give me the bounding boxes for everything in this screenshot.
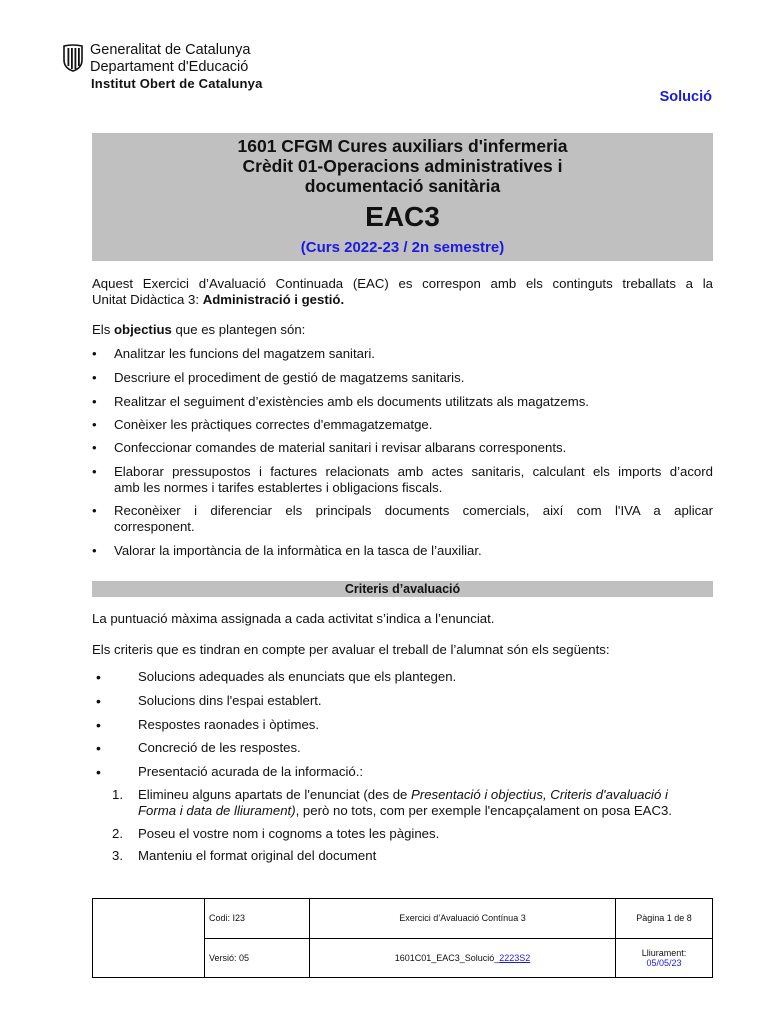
bullet: •: [96, 669, 101, 685]
footer-empty-cell: [93, 899, 205, 978]
footer-exercise: Exercici d’Avaluació Contínua 3: [310, 899, 616, 939]
footer-delivery: Lliurament: 05/05/23: [616, 938, 713, 978]
exercise-code: EAC3: [365, 201, 440, 232]
bullet: •: [92, 440, 97, 455]
delivery-date: 05/05/23: [646, 957, 682, 968]
title-box: [92, 133, 713, 261]
bullet: •: [92, 346, 97, 361]
criteria-heading: Criteris d’avaluació: [92, 581, 713, 597]
title-line-1: 1601 CFGM Cures auxiliars d'infermeria: [237, 136, 568, 156]
bullet: •: [92, 417, 97, 432]
generalitat-emblem-icon: [62, 44, 84, 72]
bullet: •: [96, 717, 101, 733]
footer-code: Codi: I23: [205, 899, 310, 939]
unit-name: Administració i gestió.: [202, 292, 345, 307]
document-page: Generalitat de Catalunya Departament d'Educació Institut Obert de Catalunya Solució 1601 CFGM Cures auxiliars d'infermeria Crèdit 01-Operacions administratives i documentació sanitària EAC3 (Curs 2022-23 / 2n semestre) Aquest Exercici d’Avaluació Continuada (EAC) es correspon amb els continguts treballats a la Unitat Didàctica 3: Administració i gestió. Els objectius que es plantegen són: • Analitzar les funcions del magatzem sanitari. • Descriure el procediment de gestió de magatzems sanitaris. • Realitzar el seguiment d’existències amb els documents utilitzats als magatzems. • Conèixer les pràctiques correctes d'emmagatzematge. • Confeccionar comandes de material sanitari i revisar albarans corresponents. • Elaborar pressupostos i factures relacionats amb actes sanitaris, calculant els imports d’acord amb les normes i tarifes establertes i obligacions fiscals. • Reconèixer i diferenciar els principals documents comercials, així com l'IVA a aplicar corresponent. • Valorar la importància de la informàtica en la tasca de l’auxiliar. Criteris d’avaluació La puntuació màxima assignada a cada activitat s’indica a l’enunciat. Els criteris que es tindran en compte per avaluar el treball de l’alumnat són els següents: • Solucions adequades als enunciats que els plantegen. • Solucions dins l'espai establert. • Respostes raonades i òptimes. • Concreció de les respostes. • Presentació acurada de la informació.: 1. Elimineu alguns apartats de l'enunciat (des de Presentació i objectius, Criteris d'avaluació i Forma i data de lliurament), però no tots, com per exemple l'encapçalament on posa EAC3. 2. Poseu el vostre nom i cognoms a totes les pàgines. 3. Manteniu el format original del document Codi: I23 Exercici d’Avaluació Contínua 3 Pàgina 1 de 8 Versió: 05 1601C01_EAC3_Solució_2223S2 Lliurament: 05/05/23: [0, 0, 768, 1024]
bullet: •: [96, 693, 101, 709]
bullet: •: [92, 370, 97, 385]
title-line-3: documentació sanitària: [304, 176, 501, 196]
footer-filename: 1601C01_EAC3_Solució_2223S2: [310, 938, 616, 978]
bullet: •: [92, 464, 97, 479]
solution-label: Solució: [659, 89, 712, 105]
footer-version: Versió: 05: [205, 938, 310, 978]
intro-line-1: Aquest Exercici d’Avaluació Continuada (EAC) es correspon amb els continguts treballats a la: [92, 276, 713, 291]
footer-page: Pàgina 1 de 8: [616, 899, 713, 939]
bullet: •: [96, 740, 101, 756]
header-line-1: Generalitat de Catalunya: [90, 42, 251, 58]
header-line-2: Departament d'Educació: [90, 59, 249, 75]
bullet: •: [92, 503, 97, 518]
intro-line-2: Unitat Didàctica 3: Administració i gestió.: [92, 292, 345, 307]
footer-table: [92, 898, 713, 978]
objectives-intro: Els objectius que es plantegen són:: [92, 322, 306, 337]
bullet: •: [92, 543, 97, 558]
criteria-paragraph-2: Els criteris que es tindran en compte per avaluar el treball de l’alumnat són els següents:: [92, 642, 610, 657]
criteria-paragraph-1: La puntuació màxima assignada a cada activitat s’indica a l’enunciat.: [92, 611, 495, 626]
bullet: •: [92, 394, 97, 409]
title-line-2: Crèdit 01-Operacions administratives i: [242, 156, 563, 176]
bullet: •: [96, 764, 101, 780]
course-label: (Curs 2022-23 / 2n semestre): [300, 239, 505, 256]
institute-name: Institut Obert de Catalunya: [91, 76, 263, 91]
